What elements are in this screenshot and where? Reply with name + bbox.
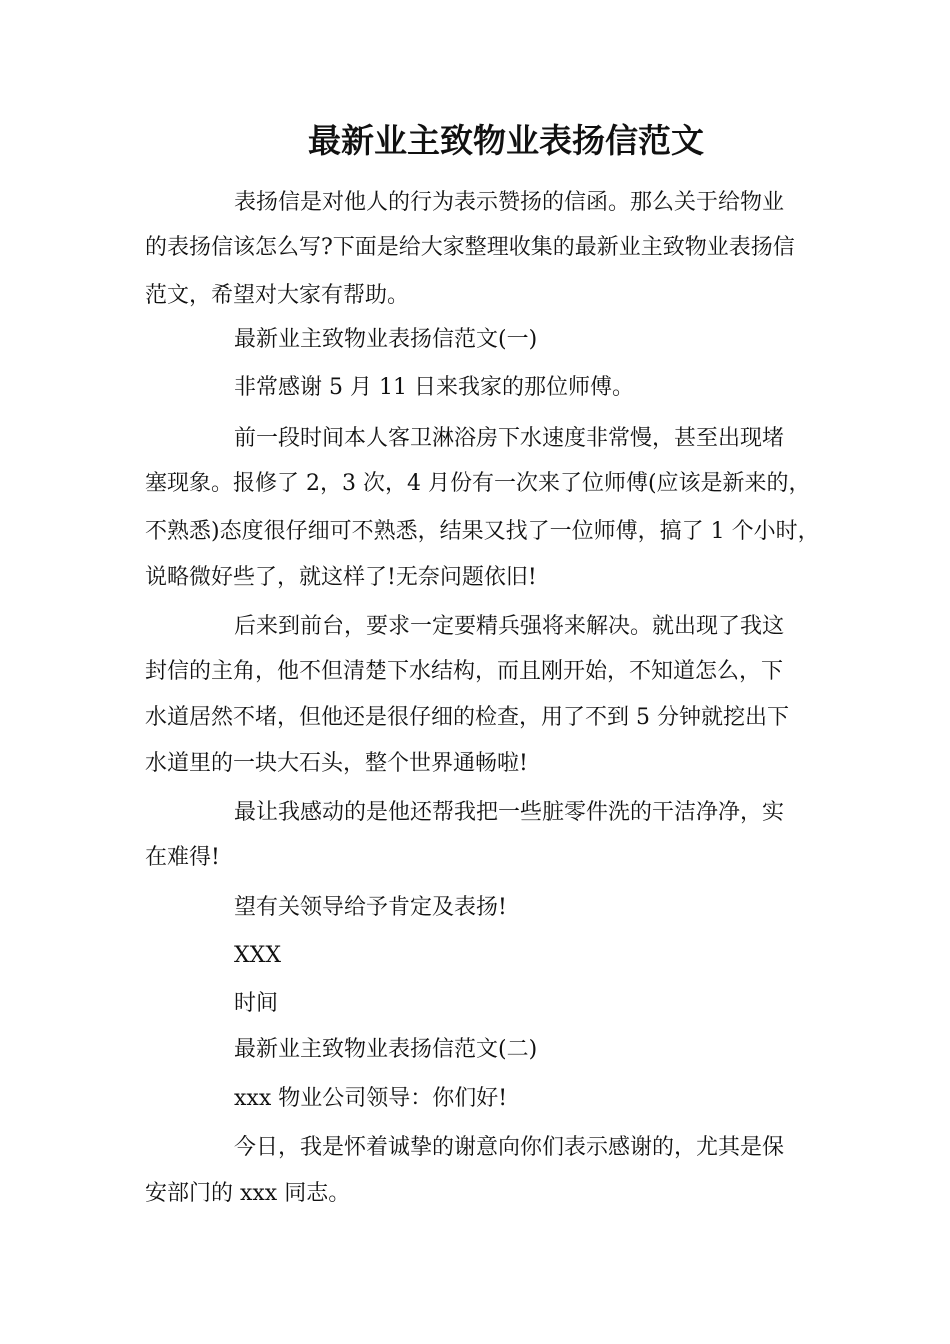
paragraph-line: 的表扬信该怎么写?下面是给大家整理收集的最新业主致物业表扬信 xyxy=(145,235,795,260)
paragraph-line: 说略微好些了，就这样了!无奈问题依旧! xyxy=(145,565,537,590)
paragraph-line: 最让我感动的是他还帮我把一些脏零件洗的干洁净净，实 xyxy=(234,800,785,825)
paragraph-line: 不熟悉)态度很仔细可不熟悉，结果又找了一位师傅，搞了 1 个小时， xyxy=(145,519,820,544)
section-heading: 最新业主致物业表扬信范文(二) xyxy=(234,1037,538,1062)
paragraph-line: 今日，我是怀着诚挚的谢意向你们表示感谢的，尤其是保 xyxy=(234,1135,785,1160)
paragraph-line: 塞现象。报修了 2，3 次，4 月份有一次来了位师傅(应该是新来的， xyxy=(145,471,811,496)
paragraph-line: 水道居然不堵，但他还是很仔细的检查，用了不到 5 分钟就挖出下 xyxy=(145,705,789,730)
title-container xyxy=(0,118,950,164)
paragraph-line: 范文，希望对大家有帮助。 xyxy=(145,283,410,308)
paragraph-line: 水道里的一块大石头，整个世界通畅啦! xyxy=(145,751,528,776)
paragraph-line: 望有关领导给予肯定及表扬! xyxy=(234,895,507,920)
paragraph-line: 表扬信是对他人的行为表示赞扬的信函。那么关于给物业 xyxy=(234,190,785,215)
section-heading: 最新业主致物业表扬信范文(一) xyxy=(234,327,538,352)
signature-date: 时间 xyxy=(234,991,279,1016)
paragraph-line: 后来到前台，要求一定要精兵强将来解决。就出现了我这 xyxy=(234,614,785,639)
signature-name: XXX xyxy=(234,943,281,968)
salutation: xxx 物业公司领导：你们好! xyxy=(234,1086,508,1111)
paragraph-line: 前一段时间本人客卫淋浴房下水速度非常慢，甚至出现堵 xyxy=(234,426,785,451)
paragraph-line: 在难得! xyxy=(145,845,220,870)
document-title: 最新业主致物业表扬信范文 xyxy=(308,121,704,160)
paragraph-line: 非常感谢 5 月 11 日来我家的那位师傅。 xyxy=(234,375,634,400)
paragraph-line: 封信的主角，他不但清楚下水结构，而且刚开始，不知道怎么，下 xyxy=(145,659,784,684)
paragraph-line: 安部门的 xxx 同志。 xyxy=(145,1181,351,1206)
